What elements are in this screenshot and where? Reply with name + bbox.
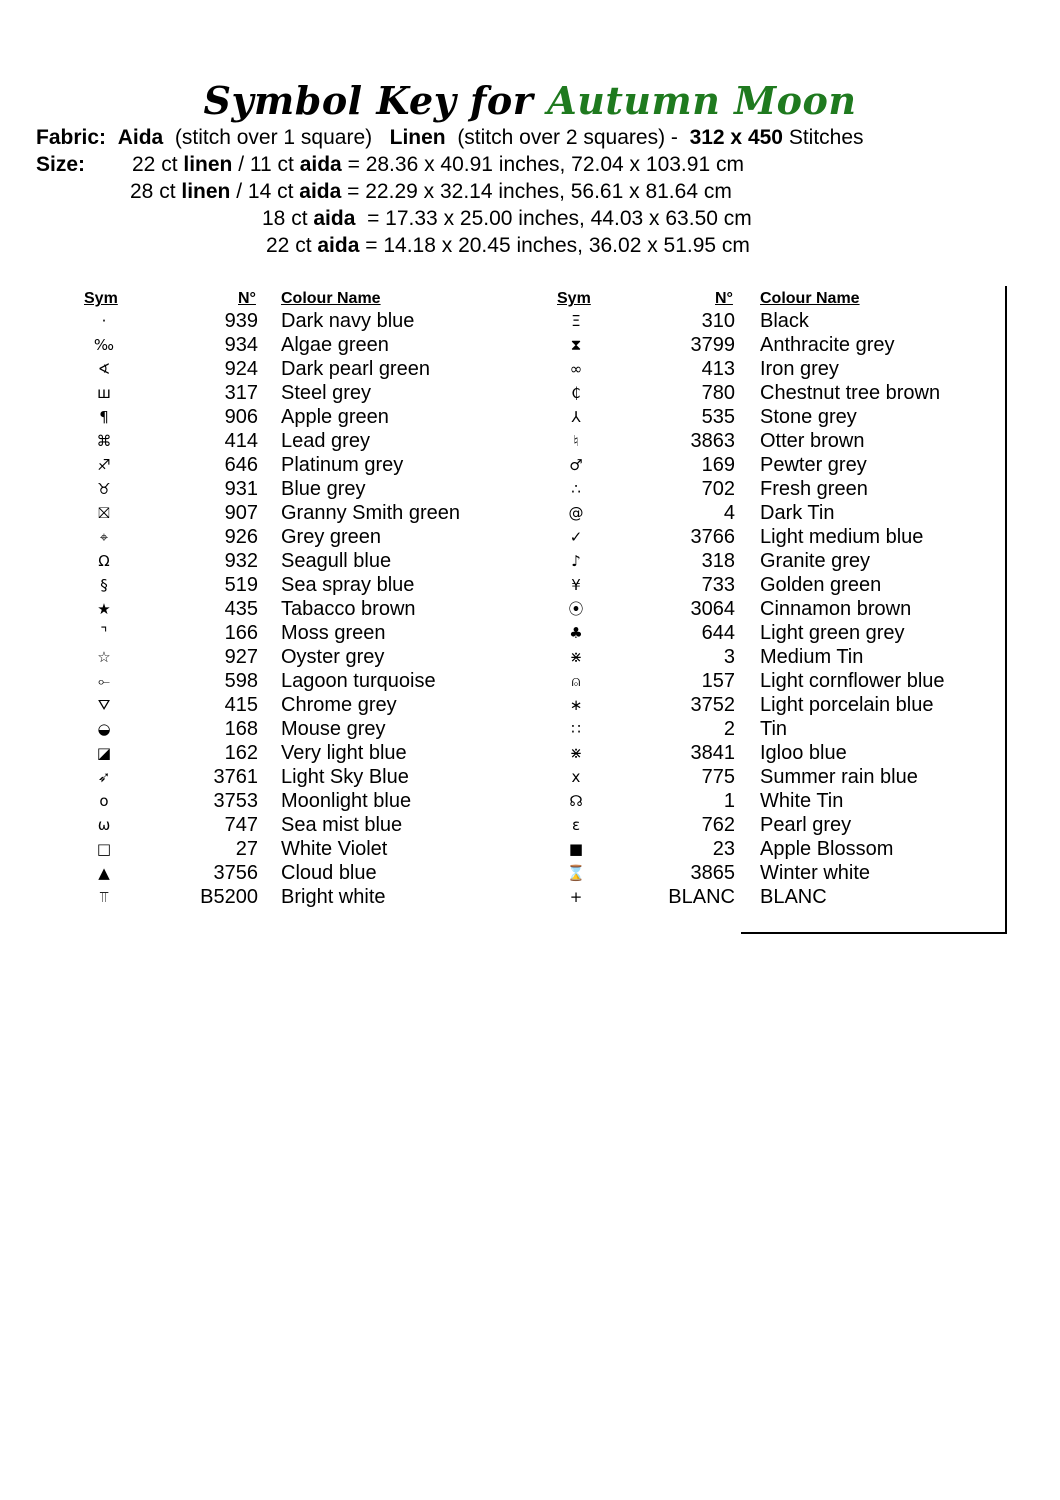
symbol-icon: ∞ [569, 360, 583, 378]
size-fabric: linen [183, 153, 233, 176]
fabric-aida: Aida [117, 126, 164, 149]
symbol-icon: ➶ [97, 768, 111, 786]
fabric-line [36, 126, 864, 150]
symbol-icon: ✓ [569, 528, 583, 546]
thread-number: 414 [224, 430, 258, 452]
colour-name: Black [760, 310, 809, 332]
colour-name: Lead grey [281, 430, 370, 452]
size-fabric: aida [299, 153, 342, 176]
thread-number: 3753 [213, 790, 258, 812]
table-row [0, 381, 1060, 405]
thread-number: 939 [224, 310, 258, 332]
thread-number: BLANC [668, 886, 735, 908]
thread-number: 931 [224, 478, 258, 500]
symbol-icon: ⌛ [566, 864, 586, 882]
title-prefix: Symbol Key for [203, 78, 534, 123]
thread-number: 4 [723, 502, 735, 524]
header-sym-left: Sym [84, 290, 118, 307]
table-row [0, 837, 1060, 861]
colour-name: Granny Smith green [281, 502, 460, 524]
thread-number: 1 [723, 790, 735, 812]
colour-name: Pearl grey [760, 814, 852, 836]
symbol-icon: ⋇ [569, 744, 583, 762]
size-line-1 [36, 153, 744, 177]
thread-number: 27 [235, 838, 258, 860]
table-row [0, 861, 1060, 885]
thread-number: 733 [701, 574, 735, 596]
table-row [0, 597, 1060, 621]
colour-name: Stone grey [760, 406, 857, 428]
symbol-icon: ♪ [571, 552, 581, 570]
table-row [0, 669, 1060, 693]
symbol-icon: ♮ [573, 432, 579, 450]
colour-name: White Tin [760, 790, 844, 812]
symbol-icon: § [100, 576, 108, 594]
colour-name: Medium Tin [760, 646, 864, 668]
colour-name: Grey green [281, 526, 382, 548]
size-dimensions: = 14.18 x 20.45 inches, 36.02 x 51.95 cm [365, 234, 750, 257]
table-row [0, 885, 1060, 909]
symbol-icon: ♐ [97, 456, 111, 474]
symbol-icon: @ [568, 504, 584, 522]
colour-name: Dark navy blue [281, 310, 415, 332]
symbol-icon: ▲ [98, 864, 110, 882]
thread-number: B5200 [200, 886, 258, 908]
symbol-icon: ₵ [571, 384, 581, 402]
colour-name: Oyster grey [281, 646, 385, 668]
thread-number: 907 [224, 502, 258, 524]
colour-name: Algae green [281, 334, 389, 356]
size-count: / 11 ct [238, 153, 294, 176]
symbol-icon: ∷ [571, 720, 581, 738]
colour-name: Golden green [760, 574, 882, 596]
symbol-icon: ⧗ [570, 336, 582, 354]
colour-name: Apple green [281, 406, 389, 428]
symbol-icon: o [99, 792, 109, 810]
colour-name: Tin [760, 718, 788, 740]
colour-name: Platinum grey [281, 454, 404, 476]
colour-name: White Violet [281, 838, 388, 860]
colour-name: Light Sky Blue [281, 766, 409, 788]
table-row [0, 549, 1060, 573]
symbol-icon: ⛛ [97, 696, 111, 714]
colour-name: Apple Blossom [760, 838, 894, 860]
thread-number: 3863 [690, 430, 735, 452]
symbol-icon: ∢ [97, 360, 111, 378]
table-row [0, 621, 1060, 645]
symbol-icon: ☆ [97, 648, 111, 666]
symbol-icon: Ω [98, 552, 110, 570]
thread-number: 780 [701, 382, 735, 404]
size-count: 22 ct [132, 153, 178, 176]
colour-name: Lagoon turquoise [281, 670, 436, 692]
table-row [0, 333, 1060, 357]
symbol-icon: ⫪ [99, 888, 109, 906]
symbol-icon: Ξ [571, 312, 581, 330]
symbol-icon: ⍝ [571, 672, 581, 690]
thread-number: 166 [224, 622, 258, 644]
thread-number: 310 [701, 310, 735, 332]
page-title [0, 78, 1060, 123]
size-fabric: aida [313, 207, 356, 230]
colour-name: Anthracite grey [760, 334, 895, 356]
colour-name: Tabacco brown [281, 598, 416, 620]
colour-name: Igloo blue [760, 742, 847, 764]
table-row [0, 453, 1060, 477]
colour-name: Very light blue [281, 742, 407, 764]
thread-number: 775 [701, 766, 735, 788]
symbol-icon: ⦿ [568, 600, 584, 618]
colour-name: Iron grey [760, 358, 839, 380]
table-row [0, 309, 1060, 333]
symbol-icon: ■ [568, 840, 584, 858]
symbol-icon: ∴ [571, 480, 581, 498]
table-row [0, 765, 1060, 789]
size-line-4 [266, 234, 750, 258]
colour-name: Bright white [281, 886, 386, 908]
colour-name: Moonlight blue [281, 790, 412, 812]
colour-name: Light porcelain blue [760, 694, 934, 716]
thread-number: 435 [224, 598, 258, 620]
header-num-left: N° [238, 290, 256, 307]
size-count: 18 ct [262, 207, 308, 230]
colour-name: Cloud blue [281, 862, 377, 884]
thread-number: 3761 [213, 766, 258, 788]
colour-name: Dark Tin [760, 502, 835, 524]
colour-name: Sea mist blue [281, 814, 403, 836]
symbol-icon: ⌘ [96, 432, 112, 450]
colour-name: Steel grey [281, 382, 372, 404]
size-count: 28 ct [130, 180, 176, 203]
thread-number: 934 [224, 334, 258, 356]
symbol-icon: ∗ [569, 696, 583, 714]
symbol-icon: ⟜ [97, 672, 110, 690]
colour-name: Winter white [760, 862, 871, 884]
thread-number: 932 [224, 550, 258, 572]
thread-number: 3865 [690, 862, 735, 884]
pattern-name: Autumn Moon [547, 78, 857, 123]
symbol-icon: ε [571, 816, 581, 834]
fabric-label: Fabric: [36, 126, 107, 149]
table-row [0, 645, 1060, 669]
size-fabric: aida [299, 180, 342, 203]
size-count: / 14 ct [236, 180, 294, 203]
thread-number: 644 [701, 622, 735, 644]
symbol-icon: ⌖ [99, 528, 109, 546]
stitch-label: Stitches [788, 126, 864, 149]
colour-name: Dark pearl green [281, 358, 430, 380]
header-name-right: Colour Name [760, 290, 860, 307]
colour-name: Blue grey [281, 478, 366, 500]
colour-name: BLANC [760, 886, 827, 908]
table-row [0, 717, 1060, 741]
thread-number: 926 [224, 526, 258, 548]
thread-number: 415 [224, 694, 258, 716]
colour-name: Light medium blue [760, 526, 924, 548]
thread-number: 317 [224, 382, 258, 404]
symbol-icon: · [101, 312, 107, 330]
symbol-icon: ш [97, 384, 111, 402]
symbol-icon: ¶ [99, 408, 109, 426]
symbol-icon: ‰ [93, 336, 115, 354]
thread-number: 3 [723, 646, 735, 668]
symbol-icon: x [571, 768, 581, 786]
size-line-3 [262, 207, 752, 231]
thread-number: 535 [701, 406, 735, 428]
thread-number: 157 [701, 670, 735, 692]
table-row [0, 813, 1060, 837]
thread-number: 23 [712, 838, 735, 860]
size-count: 22 ct [266, 234, 312, 257]
thread-number: 747 [224, 814, 258, 836]
symbol-icon: ♣ [569, 624, 583, 642]
symbol-icon: ◒ [97, 720, 111, 738]
size-dimensions: = 22.29 x 32.14 inches, 56.61 x 81.64 cm [347, 180, 732, 203]
thread-number: 906 [224, 406, 258, 428]
colour-name: Cinnamon brown [760, 598, 912, 620]
table-row [0, 693, 1060, 717]
table-row [0, 573, 1060, 597]
colour-name: Otter brown [760, 430, 865, 452]
fabric-aida-note: (stitch over 1 square) [174, 126, 373, 149]
symbol-icon: ★ [97, 600, 111, 618]
symbol-key-table [0, 309, 1060, 909]
table-row [0, 357, 1060, 381]
size-label: Size: [36, 153, 86, 176]
symbol-icon: ⌝ [100, 624, 108, 642]
thread-number: 702 [701, 478, 735, 500]
header-sym-right: Sym [557, 290, 591, 307]
thread-number: 413 [701, 358, 735, 380]
thread-number: 519 [224, 574, 258, 596]
colour-name: Light cornflower blue [760, 670, 945, 692]
thread-number: 3799 [690, 334, 735, 356]
table-row [0, 501, 1060, 525]
thread-number: 3064 [690, 598, 735, 620]
symbol-icon: ω [97, 816, 111, 834]
colour-name: Light green grey [760, 622, 905, 644]
thread-number: 762 [701, 814, 735, 836]
symbol-icon: ⛝ [98, 504, 110, 522]
size-line-2 [130, 180, 732, 204]
table-row [0, 477, 1060, 501]
thread-number: 2 [723, 718, 735, 740]
colour-name: Chrome grey [281, 694, 397, 716]
table-row [0, 429, 1060, 453]
thread-number: 927 [224, 646, 258, 668]
colour-name: Moss green [281, 622, 386, 644]
size-fabric: aida [317, 234, 360, 257]
thread-number: 3766 [690, 526, 735, 548]
size-dimensions: = 17.33 x 25.00 inches, 44.03 x 63.50 cm [361, 207, 752, 230]
thread-number: 169 [701, 454, 735, 476]
header-name-left: Colour Name [281, 290, 381, 307]
table-row [0, 789, 1060, 813]
colour-name: Fresh green [760, 478, 868, 500]
colour-name: Pewter grey [760, 454, 867, 476]
symbol-icon: □ [96, 840, 112, 858]
symbol-icon: ◪ [96, 744, 112, 762]
thread-number: 598 [224, 670, 258, 692]
table-border-bottom [741, 932, 1007, 934]
thread-number: 168 [224, 718, 258, 740]
colour-name: Seagull blue [281, 550, 392, 572]
table-row [0, 405, 1060, 429]
stitch-count: 312 x 450 [689, 126, 783, 149]
colour-name: Sea spray blue [281, 574, 415, 596]
thread-number: 3756 [213, 862, 258, 884]
symbol-icon: + [569, 888, 583, 906]
header-num-right: N° [715, 290, 733, 307]
symbol-icon: ⅄ [571, 408, 581, 426]
thread-number: 3752 [690, 694, 735, 716]
table-row [0, 525, 1060, 549]
colour-name: Granite grey [760, 550, 871, 572]
thread-number: 318 [701, 550, 735, 572]
fabric-linen: Linen [389, 126, 446, 149]
thread-number: 924 [224, 358, 258, 380]
symbol-icon: ☊ [569, 792, 583, 810]
table-border-right [1005, 286, 1007, 934]
colour-name: Mouse grey [281, 718, 386, 740]
colour-name: Chestnut tree brown [760, 382, 941, 404]
size-dimensions: = 28.36 x 40.91 inches, 72.04 x 103.91 cm [347, 153, 744, 176]
symbol-icon: ⋇ [569, 648, 583, 666]
colour-name: Summer rain blue [760, 766, 918, 788]
table-row [0, 741, 1060, 765]
thread-number: 162 [224, 742, 258, 764]
symbol-icon: ♂ [569, 456, 583, 474]
fabric-linen-note: (stitch over 2 squares) - [457, 126, 678, 149]
thread-number: 3841 [690, 742, 735, 764]
thread-number: 646 [224, 454, 258, 476]
symbol-icon: ♉ [97, 480, 111, 498]
size-fabric: linen [181, 180, 231, 203]
symbol-icon: ¥ [571, 576, 581, 594]
